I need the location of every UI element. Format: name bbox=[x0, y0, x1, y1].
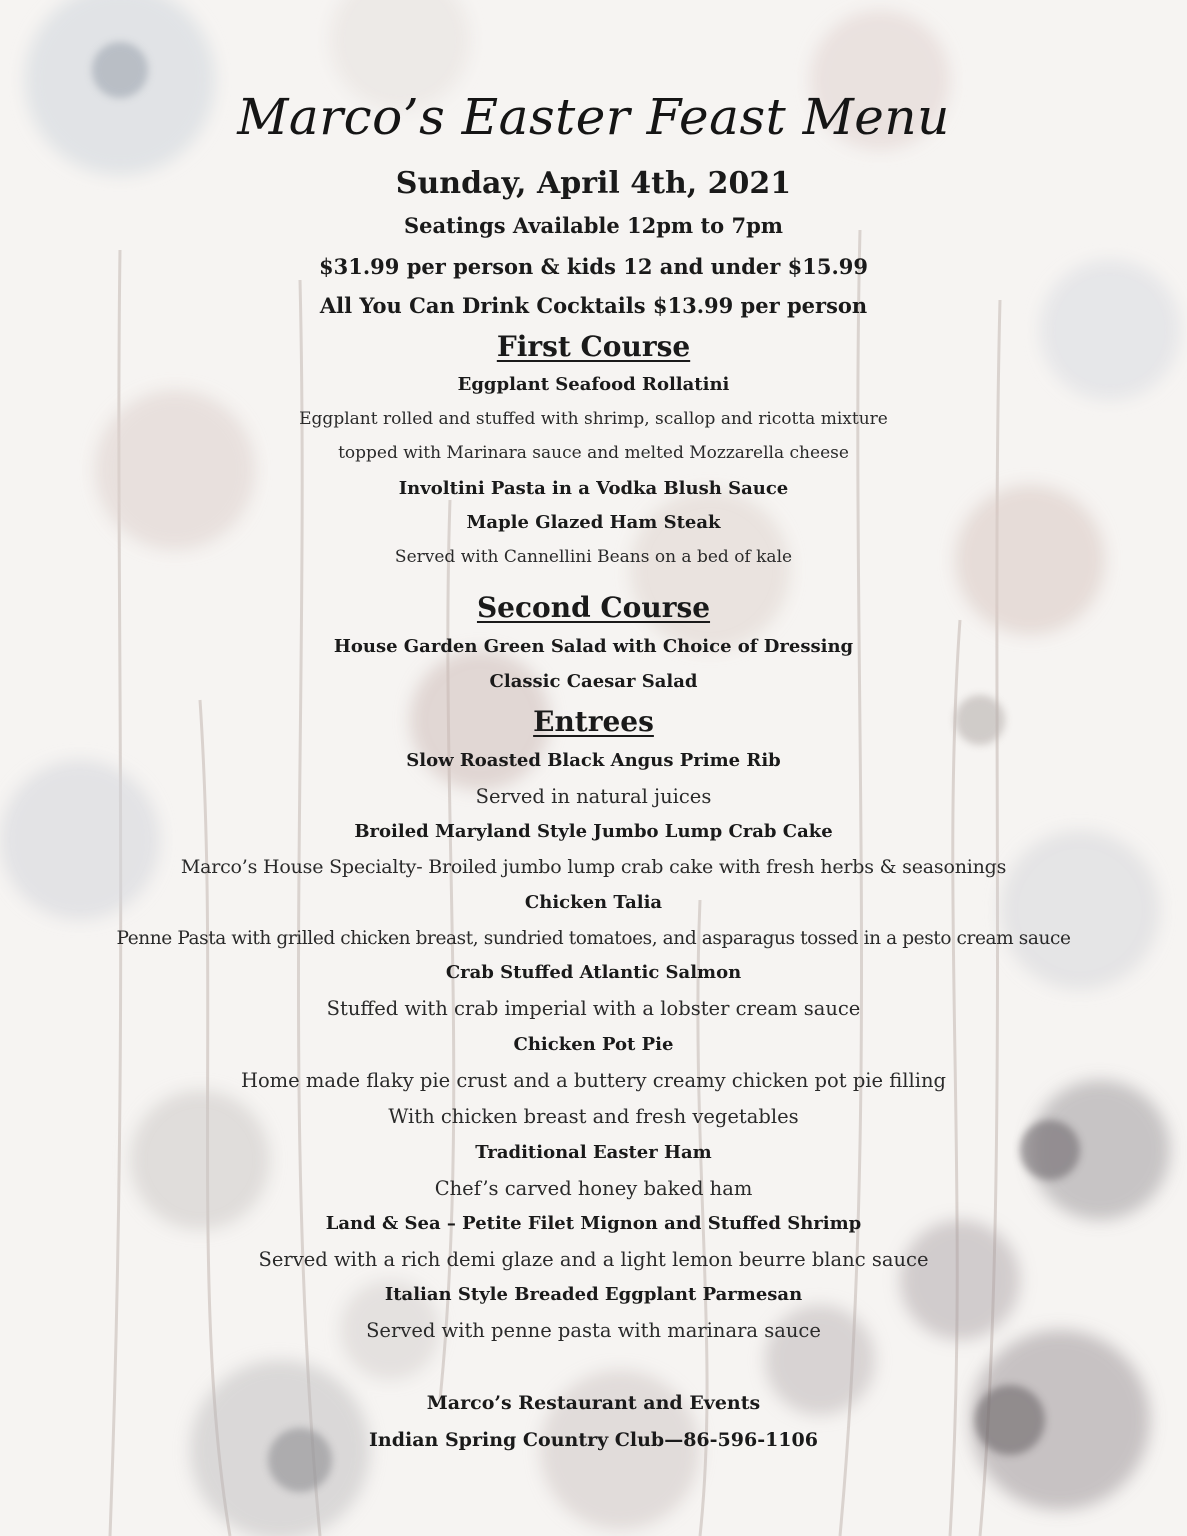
location-phone: Indian Spring Country Club—86-596-1106 bbox=[369, 1429, 818, 1451]
menu-item-description: Chef’s carved honey baked ham bbox=[434, 1177, 753, 1200]
menu-item-description: Served with penne pasta with marinara sauce bbox=[366, 1319, 821, 1342]
menu-item-description: Served with a rich demi glaze and a light lemon beurre blanc sauce bbox=[258, 1248, 929, 1271]
menu-item-name: Slow Roasted Black Angus Prime Rib bbox=[406, 750, 781, 771]
menu-item-name: Chicken Talia bbox=[524, 892, 663, 913]
drinks-info: All You Can Drink Cocktails $13.99 per person bbox=[319, 293, 868, 318]
menu-item-name: Involtini Pasta in a Vodka Blush Sauce bbox=[398, 478, 789, 499]
menu-item-description: Served in natural juices bbox=[475, 785, 712, 808]
event-date: Sunday, April 4th, 2021 bbox=[395, 166, 792, 201]
pricing-info: $31.99 per person & kids 12 and under $15.99 bbox=[319, 254, 868, 279]
menu-item-name: Maple Glazed Ham Steak bbox=[466, 512, 721, 533]
menu-title: Marco’s Easter Feast Menu bbox=[237, 88, 950, 146]
menu-item-description: Eggplant rolled and stuffed with shrimp, scallop and ricotta mixture bbox=[299, 409, 888, 429]
menu-item-description: Stuffed with crab imperial with a lobster cream sauce bbox=[326, 997, 861, 1020]
menu-item-name: Broiled Maryland Style Jumbo Lump Crab Cake bbox=[354, 821, 833, 842]
menu-item-name: Chicken Pot Pie bbox=[513, 1034, 674, 1055]
menu-item-description: Penne Pasta with grilled chicken breast, sundried tomatoes, and asparagus tossed in a pesto cream sauce bbox=[116, 928, 1071, 949]
menu-item-name: Eggplant Seafood Rollatini bbox=[457, 374, 730, 395]
menu-item-name: Land & Sea – Petite Filet Mignon and Stuffed Shrimp bbox=[325, 1213, 862, 1234]
menu-item-name: Traditional Easter Ham bbox=[475, 1142, 712, 1163]
menu-item-description: Served with Cannellini Beans on a bed of kale bbox=[394, 547, 793, 567]
menu-item-description: Marco’s House Specialty- Broiled jumbo lump crab cake with fresh herbs & seasonings bbox=[180, 856, 1007, 878]
section-heading-entrees: Entrees bbox=[533, 705, 654, 738]
menu-item-description: topped with Marinara sauce and melted Mozzarella cheese bbox=[338, 443, 849, 463]
menu-item-name: Classic Caesar Salad bbox=[489, 671, 698, 692]
section-heading-first-course: First Course bbox=[496, 330, 691, 363]
menu-item-description: With chicken breast and fresh vegetables bbox=[388, 1105, 799, 1128]
menu-item-name: Italian Style Breaded Eggplant Parmesan bbox=[384, 1284, 803, 1305]
menu-item-name: Crab Stuffed Atlantic Salmon bbox=[445, 962, 742, 983]
seating-times: Seatings Available 12pm to 7pm bbox=[403, 213, 783, 238]
menu-item-description: Home made flaky pie crust and a buttery creamy chicken pot pie filling bbox=[240, 1069, 947, 1092]
menu-item-name: House Garden Green Salad with Choice of Dressing bbox=[333, 636, 854, 657]
restaurant-name: Marco’s Restaurant and Events bbox=[426, 1392, 761, 1414]
section-heading-second-course: Second Course bbox=[476, 591, 711, 624]
